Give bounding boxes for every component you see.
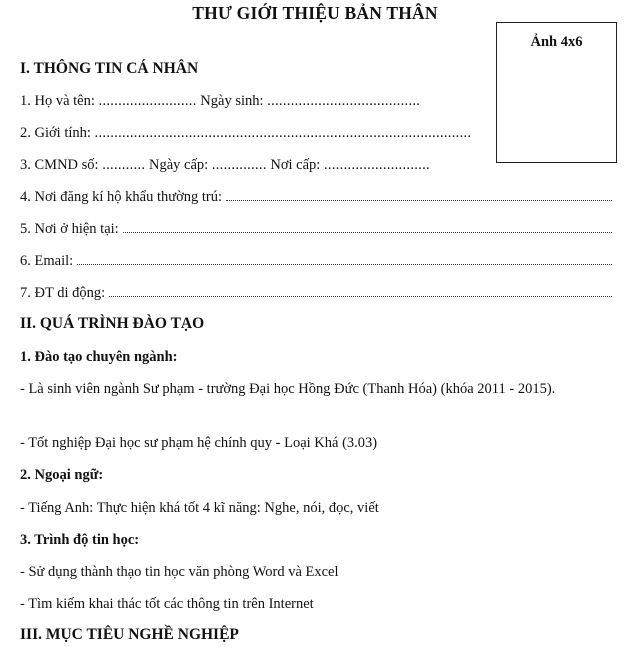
field-email bbox=[20, 252, 612, 270]
dob-dots: ....................................... bbox=[267, 93, 421, 109]
name-label: 1. Họ và tên: bbox=[20, 93, 95, 109]
language-heading: 2. Ngoại ngữ: bbox=[20, 467, 104, 483]
language-line: - Tiếng Anh: Thực hiện khá tốt 4 kĩ năng: Nghe, nói, đọc, viết bbox=[20, 500, 379, 516]
id-dots: ........... bbox=[102, 157, 146, 173]
dob-label: Ngày sinh: bbox=[200, 93, 264, 109]
issue-date-label: Ngày cấp: bbox=[149, 157, 209, 173]
email-label: 6. Email: bbox=[20, 253, 74, 269]
issue-place-dots: ........................... bbox=[323, 157, 430, 173]
it-line-1: - Sử dụng thành thạo tin học văn phòng Word và Excel bbox=[20, 564, 339, 580]
field-name-dob bbox=[20, 92, 420, 110]
field-phone bbox=[20, 284, 612, 302]
photo-label: Ảnh 4x6 bbox=[530, 34, 583, 50]
phone-dots bbox=[109, 284, 612, 297]
issue-date-dots: .............. bbox=[211, 157, 267, 173]
field-id-card bbox=[20, 156, 430, 174]
permanent-address-label: 4. Nơi đăng kí hộ khẩu thường trú: bbox=[20, 189, 223, 205]
permanent-address-dots bbox=[226, 188, 612, 201]
section-education-heading: II. QUÁ TRÌNH ĐÀO TẠO bbox=[20, 315, 205, 332]
field-permanent-address bbox=[20, 188, 612, 206]
major-heading: 1. Đào tạo chuyên ngành: bbox=[20, 349, 178, 365]
gender-label: 2. Giới tính: bbox=[20, 125, 91, 141]
major-line-2: - Tốt nghiệp Đại học sư phạm hệ chính quy - Loại Khá (3.03) bbox=[20, 435, 378, 451]
field-current-address bbox=[20, 220, 612, 238]
it-line-2: - Tìm kiếm khai thác tốt các thông tin trên Internet bbox=[20, 596, 314, 612]
current-address-dots bbox=[123, 220, 612, 233]
field-gender bbox=[20, 124, 471, 142]
major-line-1: - Là sinh viên ngành Sư phạm - trường Đại học Hồng Đức (Thanh Hóa) (khóa 2011 - 2015). bbox=[20, 381, 556, 397]
gender-dots: ................................................................................................ bbox=[94, 125, 472, 141]
it-heading: 3. Trình độ tin học: bbox=[20, 532, 140, 548]
phone-label: 7. ĐT di động: bbox=[20, 285, 106, 301]
id-label: 3. CMND số: bbox=[20, 157, 99, 173]
issue-place-label: Nơi cấp: bbox=[270, 157, 321, 173]
current-address-label: 5. Nơi ở hiện tại: bbox=[20, 221, 119, 237]
section-personal-info-heading: I. THÔNG TIN CÁ NHÂN bbox=[20, 60, 199, 77]
document-title: THƯ GIỚI THIỆU BẢN THÂN bbox=[192, 3, 438, 23]
email-dots bbox=[77, 252, 612, 265]
name-dots: ......................... bbox=[98, 93, 197, 109]
section-career-goal-heading: III. MỤC TIÊU NGHỀ NGHIỆP bbox=[20, 626, 239, 643]
photo-placeholder bbox=[496, 22, 617, 163]
